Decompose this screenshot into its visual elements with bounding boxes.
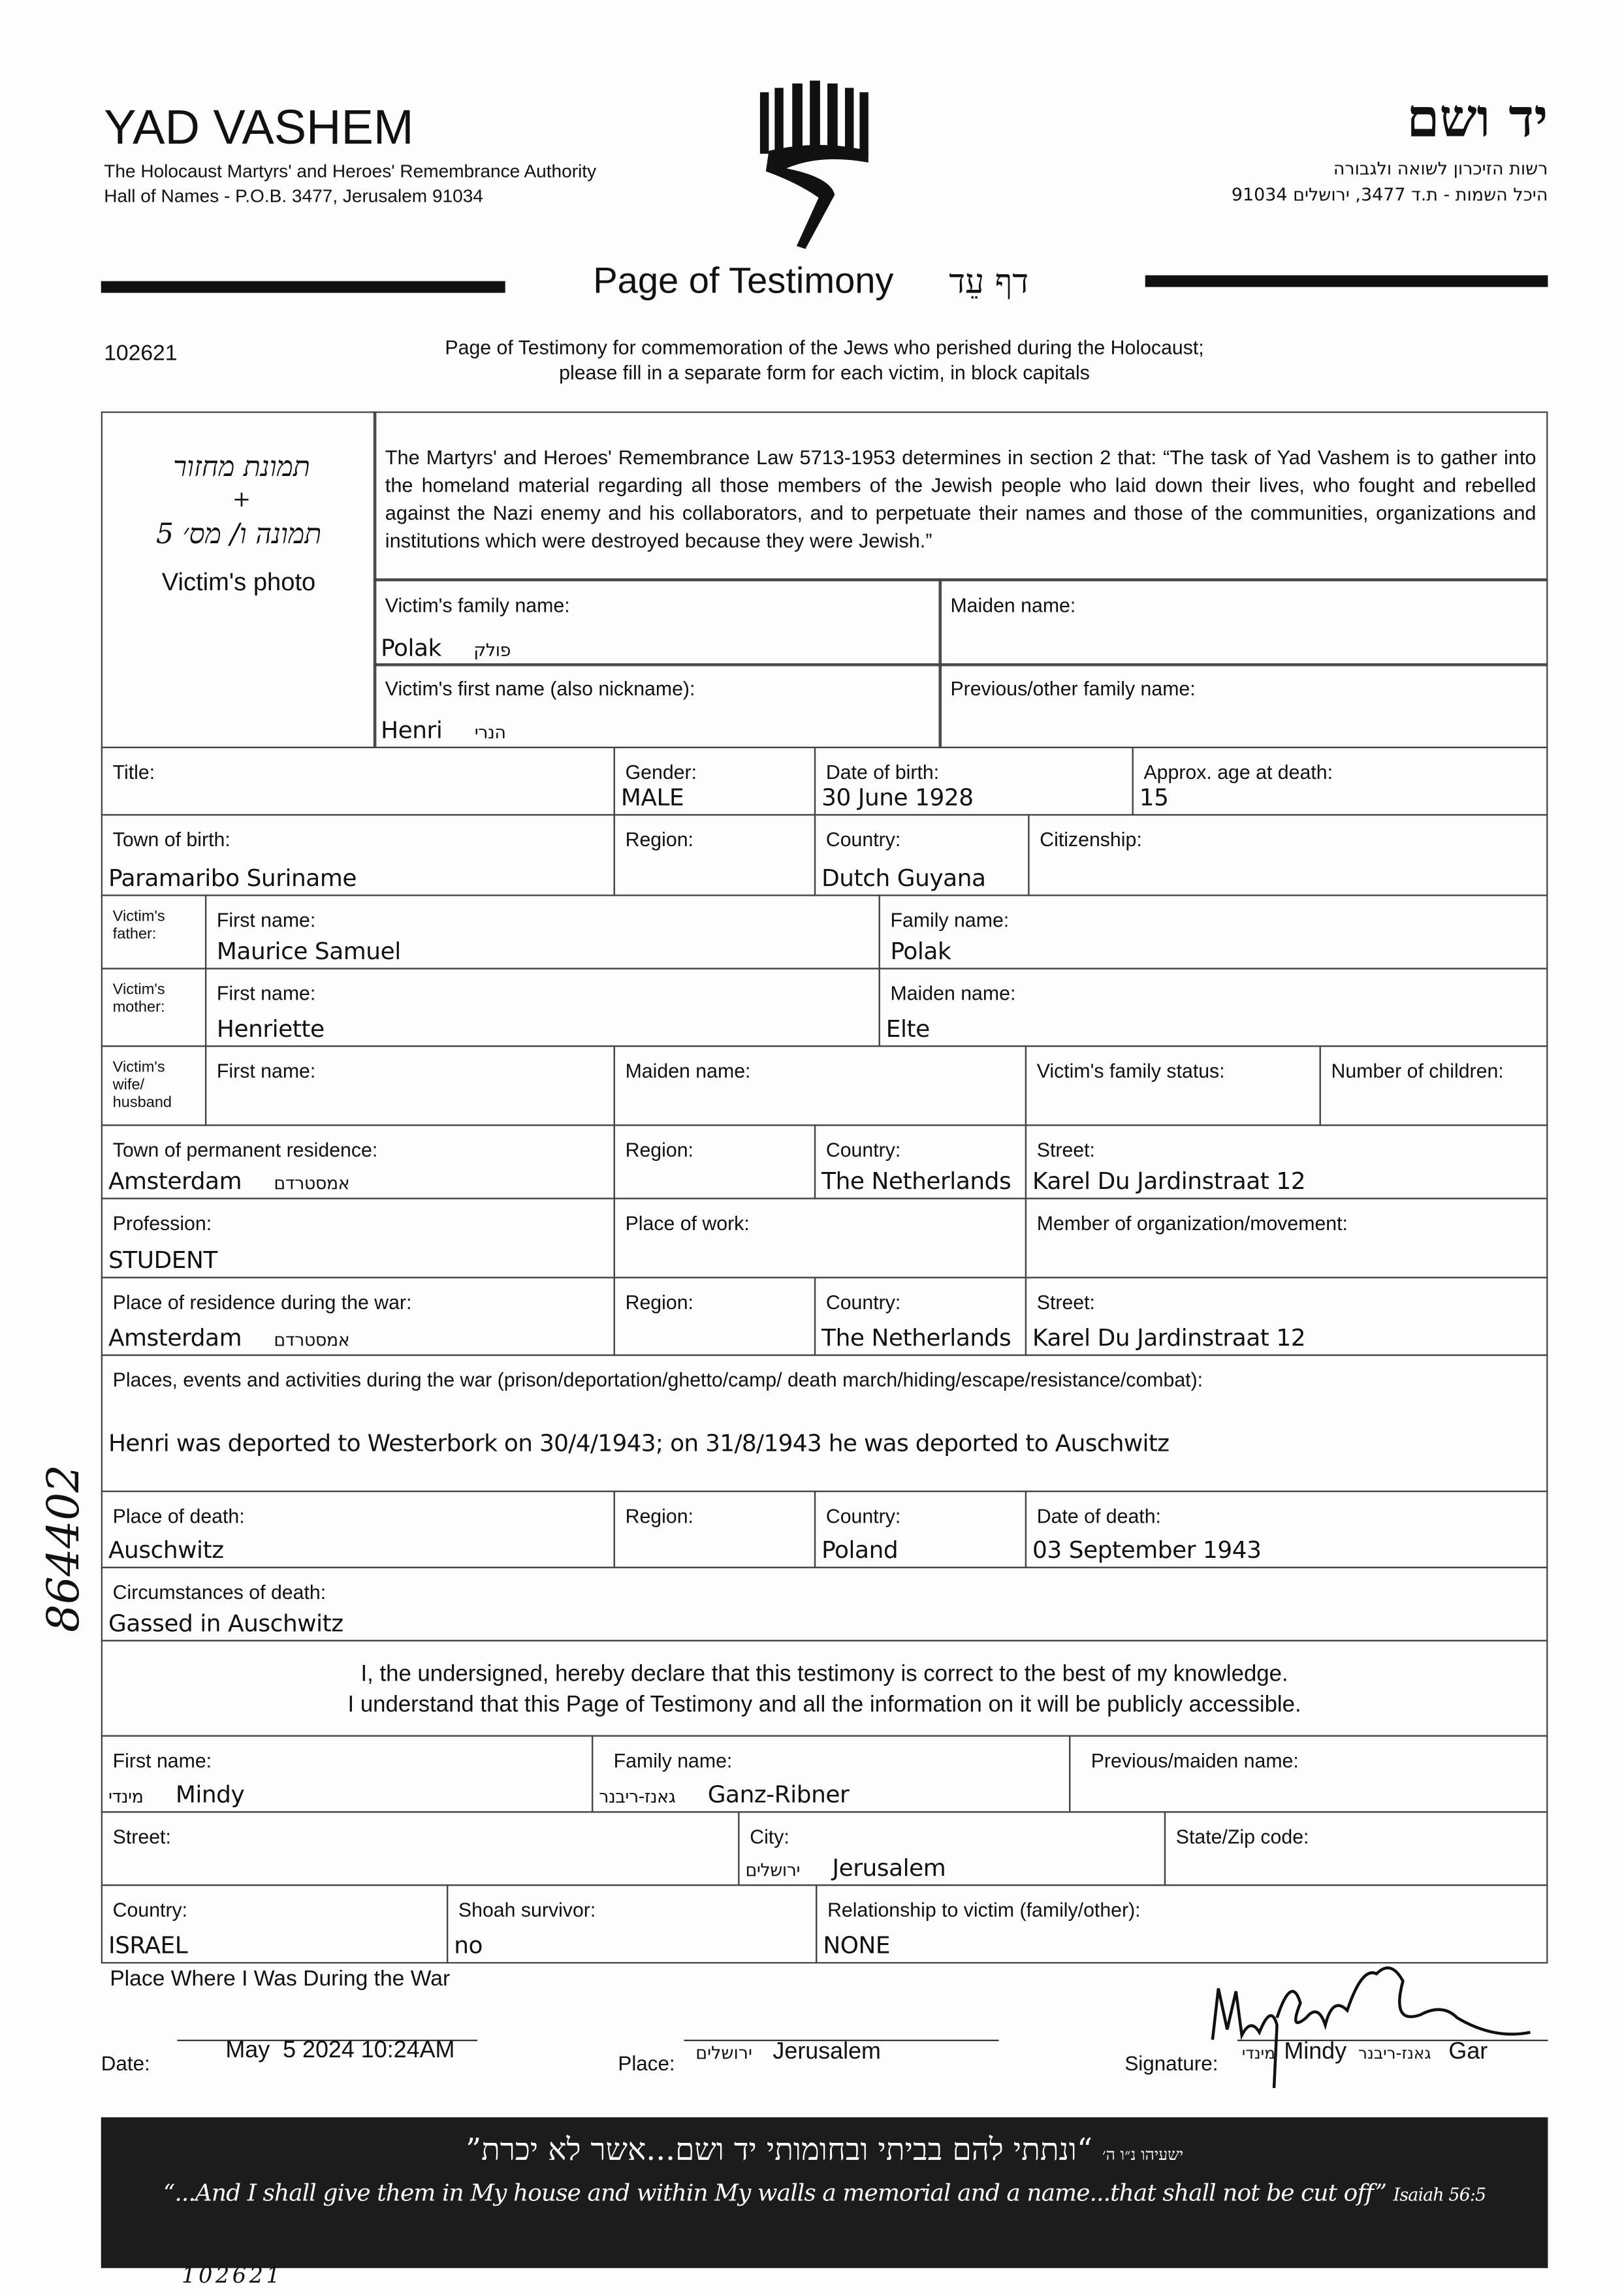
instructions-line-2: please fill in a separate form for each victim, in block capitals	[559, 361, 1090, 384]
org-subtitle-he: רשות הזיכרון לשואה ולגבורה	[1333, 158, 1548, 179]
submitter-country-label: Country:	[112, 1899, 188, 1922]
spouse-first-name-field[interactable]	[205, 1045, 615, 1126]
member-organization-label: Member of organization/movement:	[1036, 1212, 1348, 1235]
submitter-family-name: Ganz-Ribner	[707, 1781, 850, 1809]
citizenship-field[interactable]	[1028, 814, 1548, 896]
submitter-family-name-he: גאנז-ריבנר	[599, 1786, 676, 1807]
place-of-death-label: Place of death:	[112, 1505, 245, 1528]
war-residence-town-he: אמסטרדם	[274, 1329, 350, 1350]
father-family-name-label: Family name:	[890, 909, 1010, 932]
gender-field[interactable]	[614, 747, 816, 815]
submitter-first-name-label: First name:	[112, 1749, 212, 1772]
age-at-death-field[interactable]	[1132, 747, 1548, 815]
place-of-death-field[interactable]	[101, 1491, 615, 1568]
submitter-state-zip-label: State/Zip code:	[1175, 1826, 1309, 1848]
place-of-death-value: Auschwitz	[108, 1536, 224, 1564]
bottom-handwritten-number: 102621	[182, 2262, 283, 2289]
family-status-field[interactable]	[1025, 1045, 1321, 1126]
gender-label: Gender:	[625, 761, 697, 783]
title-label: Title:	[112, 761, 155, 783]
war-residence-town-value	[108, 1323, 349, 1352]
declaration-text	[103, 1659, 1546, 1720]
mother-first-name-label: First name:	[216, 982, 316, 1005]
declaration-line-2: I understand that this Page of Testimony and all the information on it will be publicly accessible.	[347, 1692, 1301, 1718]
quote-hebrew	[101, 2132, 1548, 2168]
shoah-survivor-field[interactable]	[447, 1884, 817, 1963]
victim-first-name-label: Victim's first name (also nickname):	[385, 678, 695, 700]
quote-hebrew-ref: ישעיהו נ״ו ה׳	[1102, 2145, 1184, 2164]
submitter-city-label: City:	[750, 1826, 789, 1848]
mother-maiden-name-label: Maiden name:	[890, 982, 1016, 1005]
father-side-label: Victim's father:	[112, 908, 165, 943]
photo-handwritten-note-3: תמונה ו/ מס׳ 5	[155, 518, 322, 551]
death-country-field[interactable]	[814, 1491, 1027, 1568]
submitter-street-field[interactable]	[101, 1811, 740, 1886]
form-title-he: דף עֵד	[949, 263, 1029, 302]
residence-region-label: Region:	[625, 1139, 693, 1162]
father-first-name-label: First name:	[216, 909, 316, 932]
submitter-country-value: ISRAEL	[108, 1931, 188, 1959]
quote-hebrew-text: “ונתתי להם בביתי ובחומותי יד ושם...אשר לא יכרת”	[465, 2132, 1093, 2168]
victim-photo-label: Victim's photo	[161, 568, 316, 596]
birth-region-label: Region:	[625, 829, 693, 851]
father-side-label-cell	[101, 894, 206, 969]
submitter-city-he: ירושלים	[745, 1860, 801, 1880]
victim-first-name: Henri	[381, 716, 443, 744]
residence-street-label: Street:	[1036, 1139, 1095, 1162]
war-residence-town: Amsterdam	[108, 1323, 242, 1352]
citizenship-label: Citizenship:	[1040, 829, 1142, 851]
place-he: ירושלים	[695, 2042, 753, 2063]
death-country-label: Country:	[825, 1505, 901, 1528]
maiden-name-field[interactable]	[939, 578, 1548, 667]
previous-family-name-field[interactable]	[939, 663, 1548, 748]
victim-family-name-field[interactable]	[374, 578, 942, 667]
victim-family-name-value	[381, 634, 511, 662]
war-place-label: Place Where I Was During the War	[110, 1966, 451, 1991]
org-address-en: Hall of Names - P.O.B. 3477, Jerusalem 91034	[104, 185, 483, 207]
shoah-survivor-label: Shoah survivor:	[458, 1899, 596, 1922]
war-residence-street-field[interactable]	[1025, 1277, 1548, 1356]
number-of-children-label: Number of children:	[1331, 1060, 1504, 1083]
residence-country-value: The Netherlands	[821, 1167, 1011, 1195]
family-status-label: Victim's family status:	[1036, 1060, 1225, 1083]
death-region-field[interactable]	[614, 1491, 816, 1568]
war-residence-country-value: The Netherlands	[821, 1323, 1011, 1352]
spouse-side-label: Victim's wife/ husband	[112, 1058, 172, 1112]
spouse-first-name-label: First name:	[216, 1060, 316, 1083]
org-address-he: היכל השמות - ת.ד 3477, ירושלים 91034	[1231, 184, 1548, 205]
header-rule-right	[1145, 276, 1548, 287]
residence-town-field[interactable]	[101, 1124, 615, 1199]
mother-side-label: Victim's mother:	[112, 981, 165, 1017]
date-of-birth-field[interactable]	[814, 747, 1134, 815]
shoah-survivor-value: no	[454, 1931, 483, 1959]
previous-family-name-label: Previous/other family name:	[950, 678, 1196, 700]
submitter-previous-name-label: Previous/maiden name:	[1091, 1749, 1299, 1772]
residence-country-field[interactable]	[814, 1124, 1027, 1199]
quote-english-ref: Isaiah 56:5	[1393, 2184, 1486, 2206]
age-at-death-value: 15	[1139, 783, 1169, 812]
residence-country-label: Country:	[825, 1139, 901, 1162]
signature-first-he: מינדי	[1241, 2044, 1275, 2063]
war-residence-street-value: Karel Du Jardinstraat 12	[1032, 1323, 1306, 1352]
submitter-city: Jerusalem	[832, 1854, 946, 1882]
victim-family-name-he: פולק	[473, 640, 511, 661]
war-residence-label: Place of residence during the war:	[112, 1291, 412, 1314]
father-first-name-field[interactable]	[205, 894, 880, 969]
relationship-label: Relationship to victim (family/other):	[827, 1899, 1141, 1922]
org-subtitle-en: The Holocaust Martyrs' and Heroes' Remembrance Authority	[104, 161, 597, 182]
residence-town-value	[108, 1167, 349, 1195]
residence-region-field[interactable]	[614, 1124, 816, 1199]
place-of-work-label: Place of work:	[625, 1212, 750, 1235]
submitter-street-label: Street:	[112, 1826, 171, 1848]
residence-street-value: Karel Du Jardinstraat 12	[1032, 1167, 1306, 1195]
date-of-birth-label: Date of birth:	[825, 761, 940, 783]
date-of-death-label: Date of death:	[1036, 1505, 1161, 1528]
mother-maiden-name-field[interactable]	[879, 968, 1548, 1047]
submitter-first-name: Mindy	[175, 1781, 245, 1809]
mother-side-label-cell	[101, 968, 206, 1047]
photo-handwritten-note-2: +	[232, 486, 251, 513]
profession-value: STUDENT	[108, 1246, 217, 1274]
relationship-field[interactable]	[816, 1884, 1548, 1963]
war-residence-country-field[interactable]	[814, 1277, 1027, 1356]
war-residence-town-field[interactable]	[101, 1277, 615, 1356]
town-of-birth-label: Town of birth:	[112, 829, 231, 851]
form-instructions	[293, 336, 1356, 385]
submitter-family-name-value	[599, 1781, 849, 1809]
relationship-value: NONE	[823, 1931, 891, 1959]
place-value[interactable]	[695, 2040, 881, 2066]
quote-banner	[101, 2117, 1548, 2268]
place-label: Place:	[618, 2051, 675, 2075]
date-of-birth-value: 30 June 1928	[821, 783, 974, 812]
quote-english	[101, 2179, 1548, 2207]
age-at-death-label: Approx. age at death:	[1143, 761, 1333, 783]
place-of-work-field[interactable]	[614, 1197, 1027, 1278]
father-family-name-value: Polak	[890, 937, 951, 965]
declaration-line-1: I, the undersigned, hereby declare that this testimony is correct to the best of my knowledge.	[360, 1662, 1288, 1687]
death-country-value: Poland	[821, 1536, 899, 1564]
date-of-death-value: 03 September 1943	[1032, 1536, 1262, 1564]
victim-photo-box[interactable]	[101, 411, 377, 748]
circumstances-of-death-field[interactable]	[101, 1567, 1548, 1641]
number-of-children-field[interactable]	[1320, 1045, 1548, 1126]
maiden-name-label: Maiden name:	[950, 594, 1076, 617]
war-events-field[interactable]	[101, 1354, 1548, 1492]
signature-family: Gar	[1448, 2039, 1488, 2065]
quote-english-text: “...And I shall give them in My house and within My walls a memorial and a name...that shall not be cut off”	[163, 2178, 1387, 2207]
date-label: Date:	[101, 2051, 150, 2075]
submitter-previous-name-field[interactable]	[1069, 1735, 1548, 1812]
org-name-he: יד ושם	[1407, 87, 1548, 150]
photo-handwritten-note-1: תמונת מחזור	[173, 451, 310, 484]
war-residence-region-field[interactable]	[614, 1277, 816, 1356]
title-field[interactable]	[101, 747, 615, 815]
war-residence-region-label: Region:	[625, 1291, 693, 1314]
submitter-family-name-label: Family name:	[613, 1749, 733, 1772]
victim-family-name: Polak	[381, 634, 441, 662]
law-text: The Martyrs' and Heroes' Remembrance Law 5713-1953 determines in section 2 that: “The task of Yad Vashem is to gather into the homeland material regarding all those members of the Jewish people who laid down their lives, who fought and rebelled against the Nazi enemy and his collaborators, and to perpetuate their names and those of the communities, organizations and institutions which were destroyed because they were Jewish.”	[385, 446, 1536, 552]
victim-first-name-value	[381, 716, 505, 744]
instructions-line-1: Page of Testimony for commemoration of the Jews who perished during the Holocaust;	[445, 336, 1204, 359]
date-value[interactable]: May 5 2024 10:24AM	[225, 2038, 455, 2063]
yad-vashem-logo	[754, 80, 879, 256]
town-of-birth-value: Paramaribo Suriname	[108, 864, 357, 892]
side-handwritten-number: 864402	[39, 1464, 90, 1632]
residence-town-he: אמסטרדם	[274, 1173, 350, 1194]
signature-family-he: גאנז-ריבנר	[1358, 2044, 1431, 2063]
handwritten-signature	[1201, 1959, 1538, 2091]
birth-country-label: Country:	[825, 829, 901, 851]
submitter-state-zip-field[interactable]	[1164, 1811, 1548, 1886]
mother-first-name-value: Henriette	[216, 1015, 325, 1043]
death-region-label: Region:	[625, 1505, 693, 1528]
gender-value: MALE	[620, 783, 684, 812]
birth-country-value: Dutch Guyana	[821, 864, 986, 892]
victim-family-name-label: Victim's family name:	[385, 594, 570, 617]
circumstances-label: Circumstances of death:	[112, 1581, 326, 1604]
victim-first-name-he: הנרי	[474, 721, 506, 742]
header-rule-left	[101, 281, 505, 293]
submitter-first-name-value	[108, 1781, 244, 1809]
signature-first: Mindy	[1284, 2039, 1347, 2065]
residence-town-label: Town of permanent residence:	[112, 1139, 378, 1162]
birth-region-field[interactable]	[614, 814, 816, 896]
date-of-death-field[interactable]	[1025, 1491, 1548, 1568]
mother-first-name-field[interactable]	[205, 968, 880, 1047]
circumstances-value: Gassed in Auschwitz	[108, 1609, 343, 1638]
place: Jerusalem	[772, 2039, 881, 2065]
town-of-birth-field[interactable]	[101, 814, 615, 896]
residence-town: Amsterdam	[108, 1167, 242, 1195]
submitter-family-name-field[interactable]	[592, 1735, 1070, 1812]
war-residence-street-label: Street:	[1036, 1291, 1095, 1314]
signature-label: Signature:	[1124, 2051, 1218, 2075]
mother-maiden-name-value: Elte	[885, 1015, 930, 1043]
spouse-side-label-cell	[101, 1045, 206, 1126]
father-family-name-field[interactable]	[879, 894, 1548, 969]
submitter-city-value	[745, 1854, 946, 1882]
profession-field[interactable]	[101, 1197, 615, 1278]
residence-street-field[interactable]	[1025, 1124, 1548, 1199]
org-name-en: YAD VASHEM	[104, 99, 414, 154]
spouse-maiden-name-label: Maiden name:	[625, 1060, 751, 1083]
declaration-box	[101, 1640, 1548, 1737]
birth-country-field[interactable]	[814, 814, 1030, 896]
member-organization-field[interactable]	[1025, 1197, 1548, 1278]
victim-first-name-field[interactable]	[374, 663, 942, 748]
profession-label: Profession:	[112, 1212, 212, 1235]
spouse-maiden-name-field[interactable]	[614, 1045, 1027, 1126]
law-text-box	[374, 411, 1548, 581]
father-first-name-value: Maurice Samuel	[216, 937, 401, 965]
submitter-first-name-field[interactable]	[101, 1735, 594, 1812]
war-events-value: Henri was deported to Westerbork on 30/4/1943; on 31/8/1943 he was deported to Auschwitz	[108, 1429, 1170, 1457]
war-residence-country-label: Country:	[825, 1291, 901, 1314]
war-events-label: Places, events and activities during the war (prison/deportation/ghetto/camp/ death march/hiding/escape/resistance/combat):	[112, 1369, 1203, 1391]
submitter-first-name-he: מינדי	[108, 1786, 144, 1807]
form-number: 102621	[104, 341, 178, 366]
form-title: Page of Testimony	[593, 261, 894, 302]
submitter-city-field[interactable]	[738, 1811, 1166, 1886]
submitter-country-field[interactable]	[101, 1884, 448, 1963]
